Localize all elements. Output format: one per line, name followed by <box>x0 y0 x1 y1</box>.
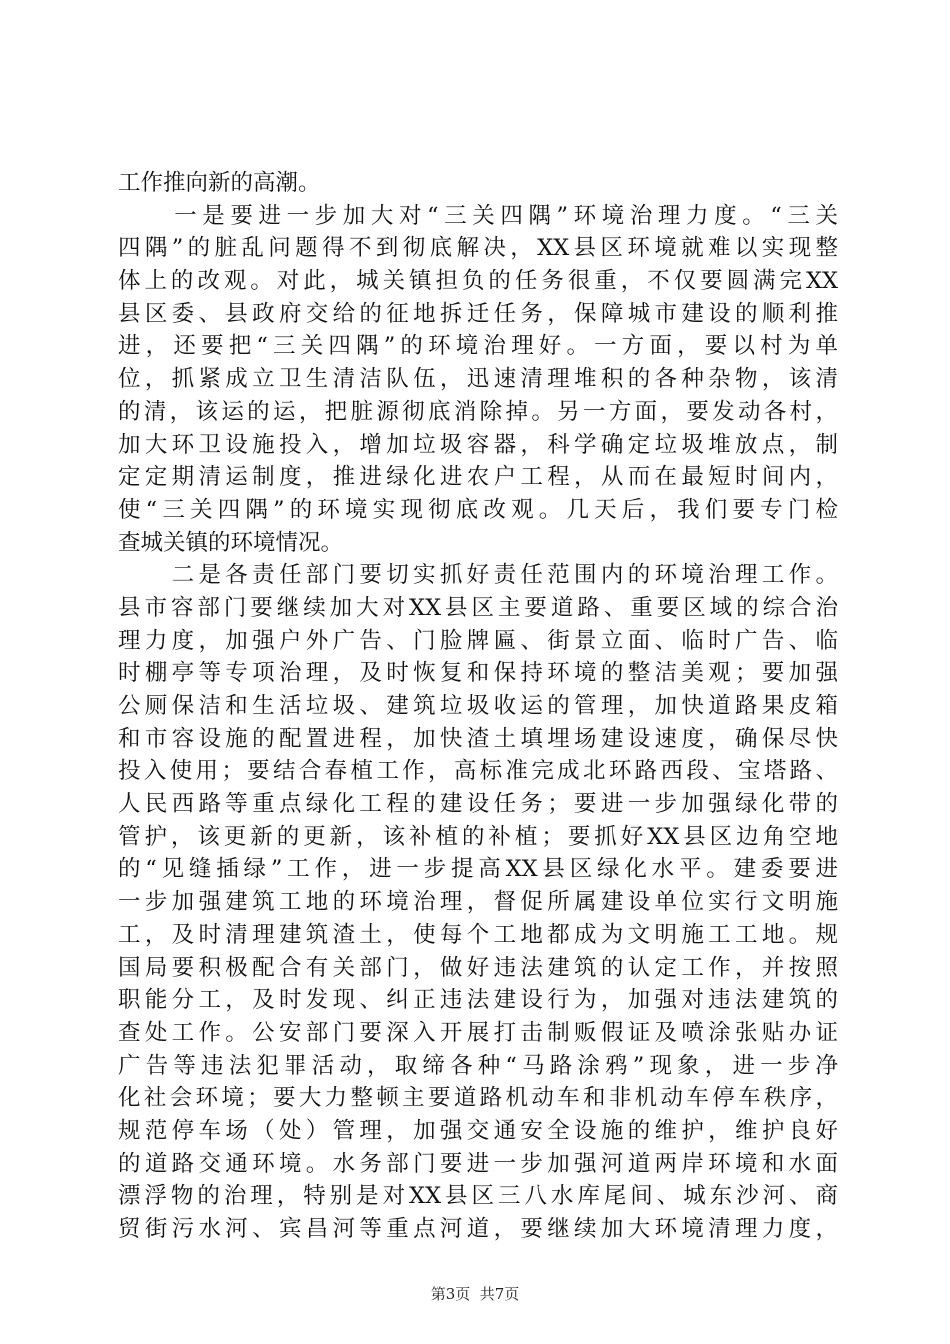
text-line: 规范停车场（处）管理，加强交通安全设施的维护，维护良好 <box>118 1117 838 1144</box>
text-line: 国局要积极配合有关部门，做好违法建筑的认定工作，并按照 <box>118 954 838 981</box>
page-number-label: 第3页 共7页 <box>430 1285 520 1303</box>
text-line: 理力度，加强户外广告、门脸牌匾、街景立面、临时广告、临 <box>118 627 838 654</box>
text-line: 人民西路等重点绿化工程的建设任务；要进一步加强绿化带的 <box>118 791 838 818</box>
text-line: 广告等违法犯罪活动，取缔各种“马路涂鸦”现象，进一步净 <box>118 1052 838 1079</box>
text-line: 二是各责任部门要切实抓好责任范围内的环境治理工作。 <box>118 562 838 589</box>
text-line: 定定期清运制度，推进绿化进农户工程，从而在最短时间内， <box>118 464 838 491</box>
text-line: 县市容部门要继续加大对XX县区主要道路、重要区域的综合治 <box>118 594 838 621</box>
text-line: 投入使用；要结合春植工作，高标准完成北环路西段、宝塔路、 <box>118 758 838 785</box>
text-line: 工作推向新的高潮。 <box>118 170 321 196</box>
text-line: 工，及时清理建筑渣土，使每个工地都成为文明施工工地。规 <box>118 921 838 948</box>
text-line: 四隅”的脏乱问题得不到彻底解决，XX县区环境就难以实现整 <box>118 235 838 262</box>
text-line: 贸街污水河、宾昌河等重点河道，要继续加大环境清理力度， <box>118 1216 838 1242</box>
text-line: 使“三关四隅”的环境实现彻底改观。几天后，我们要专门检 <box>118 496 838 523</box>
text-line: 管护，该更新的更新，该补植的补植；要抓好XX县区边角空地 <box>118 823 838 850</box>
page-footer <box>0 1283 950 1304</box>
text-line: 的道路交通环境。水务部门要进一步加强河道两岸环境和水面 <box>118 1150 838 1177</box>
text-line: 体上的改观。对此，城关镇担负的任务很重，不仅要圆满完XX <box>118 268 838 295</box>
text-line: 加大环卫设施投入，增加垃圾容器，科学确定垃圾堆放点，制 <box>118 431 838 458</box>
text-line: 的清，该运的运，把脏源彻底消除掉。另一方面，要发动各村， <box>118 398 838 425</box>
text-line: 一是要进一步加大对“三关四隅”环境治理力度。“三关 <box>118 202 838 229</box>
text-line: 公厕保洁和生活垃圾、建筑垃圾收运的管理，加快道路果皮箱 <box>118 693 838 719</box>
text-line: 进，还要把“三关四隅”的环境治理好。一方面，要以村为单 <box>118 333 838 360</box>
text-line: 查处工作。公安部门要深入开展打击制贩假证及喷涂张贴办证 <box>118 1019 838 1046</box>
text-line: 漂浮物的治理，特别是对XX县区三八水库尾间、城东沙河、商 <box>118 1183 838 1210</box>
text-line: 化社会环境；要大力整顿主要道路机动车和非机动车停车秩序， <box>118 1085 838 1112</box>
text-line: 位，抓紧成立卫生清洁队伍，迅速清理堆积的各种杂物，该清 <box>118 366 838 393</box>
text-line: 县区委、县政府交给的征地拆迁任务，保障城市建设的顺利推 <box>118 300 838 327</box>
text-line: 职能分工，及时发现、纠正违法建设行为，加强对违法建筑的 <box>118 987 838 1014</box>
text-line: 的“见缝插绿”工作，进一步提高XX县区绿化水平。建委要进 <box>118 856 838 883</box>
text-line: 和市容设施的配置进程，加快渣土填埋场建设速度，确保尽快 <box>118 725 838 752</box>
text-line: 一步加强建筑工地的环境治理，督促所属建设单位实行文明施 <box>118 889 838 916</box>
document-body <box>118 167 838 1246</box>
text-line: 查城关镇的环境情况。 <box>118 529 344 556</box>
text-line: 时棚亭等专项治理，及时恢复和保持环境的整洁美观；要加强 <box>118 660 838 687</box>
